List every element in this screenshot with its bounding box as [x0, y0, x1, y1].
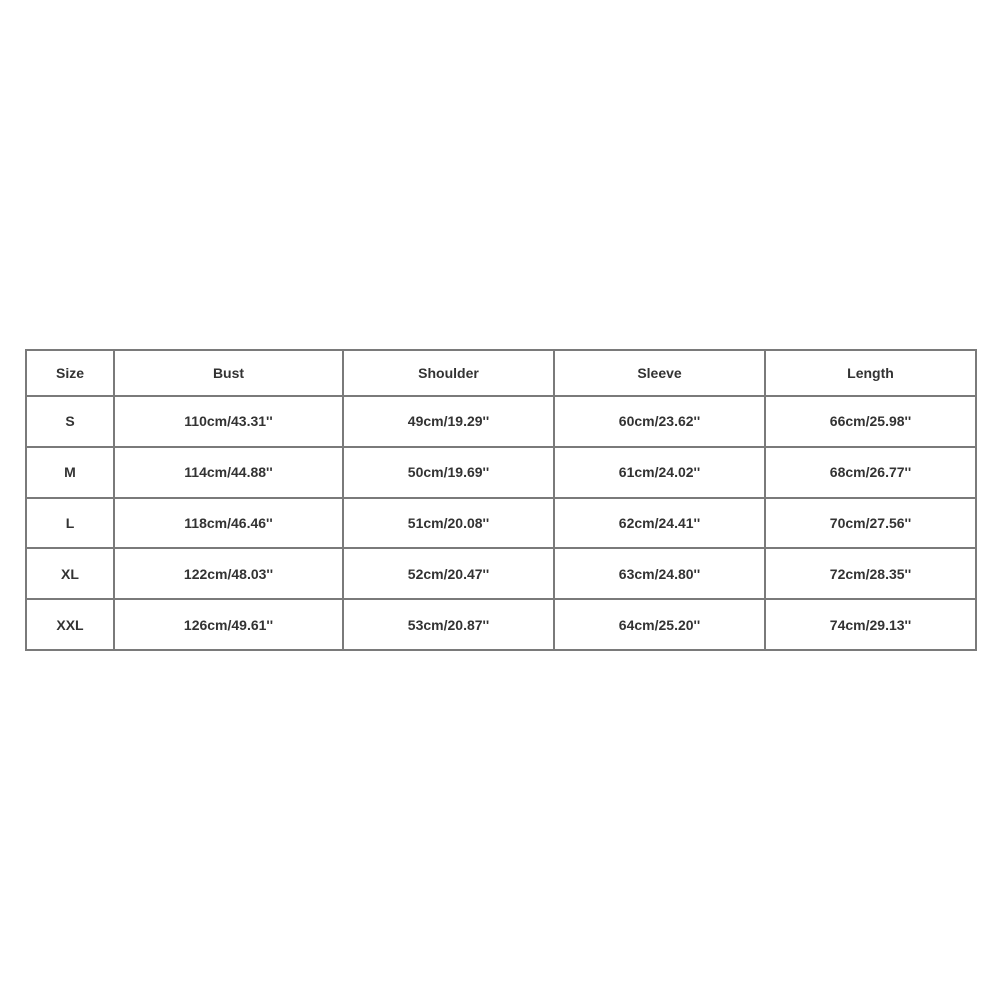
cell-length: 68cm/26.77'' [765, 447, 976, 498]
cell-length: 70cm/27.56'' [765, 498, 976, 549]
cell-shoulder: 51cm/20.08'' [343, 498, 554, 549]
cell-bust: 118cm/46.46'' [114, 498, 343, 549]
header-size: Size [26, 350, 114, 396]
cell-bust: 110cm/43.31'' [114, 396, 343, 447]
cell-sleeve: 60cm/23.62'' [554, 396, 765, 447]
header-row [26, 350, 976, 396]
cell-shoulder: 49cm/19.29'' [343, 396, 554, 447]
cell-size: L [26, 498, 114, 549]
header-bust: Bust [114, 350, 343, 396]
cell-bust: 114cm/44.88'' [114, 447, 343, 498]
cell-sleeve: 64cm/25.20'' [554, 599, 765, 650]
table-row [26, 447, 976, 498]
cell-length: 72cm/28.35'' [765, 548, 976, 599]
table-row [26, 599, 976, 650]
cell-size: S [26, 396, 114, 447]
cell-shoulder: 53cm/20.87'' [343, 599, 554, 650]
table-row [26, 548, 976, 599]
cell-size: M [26, 447, 114, 498]
cell-size: XXL [26, 599, 114, 650]
cell-bust: 126cm/49.61'' [114, 599, 343, 650]
table-row [26, 396, 976, 447]
size-chart-table [25, 349, 977, 651]
header-shoulder: Shoulder [343, 350, 554, 396]
cell-bust: 122cm/48.03'' [114, 548, 343, 599]
cell-shoulder: 50cm/19.69'' [343, 447, 554, 498]
cell-shoulder: 52cm/20.47'' [343, 548, 554, 599]
cell-length: 66cm/25.98'' [765, 396, 976, 447]
cell-size: XL [26, 548, 114, 599]
cell-sleeve: 61cm/24.02'' [554, 447, 765, 498]
table-row [26, 498, 976, 549]
header-sleeve: Sleeve [554, 350, 765, 396]
header-length: Length [765, 350, 976, 396]
cell-sleeve: 63cm/24.80'' [554, 548, 765, 599]
cell-sleeve: 62cm/24.41'' [554, 498, 765, 549]
cell-length: 74cm/29.13'' [765, 599, 976, 650]
